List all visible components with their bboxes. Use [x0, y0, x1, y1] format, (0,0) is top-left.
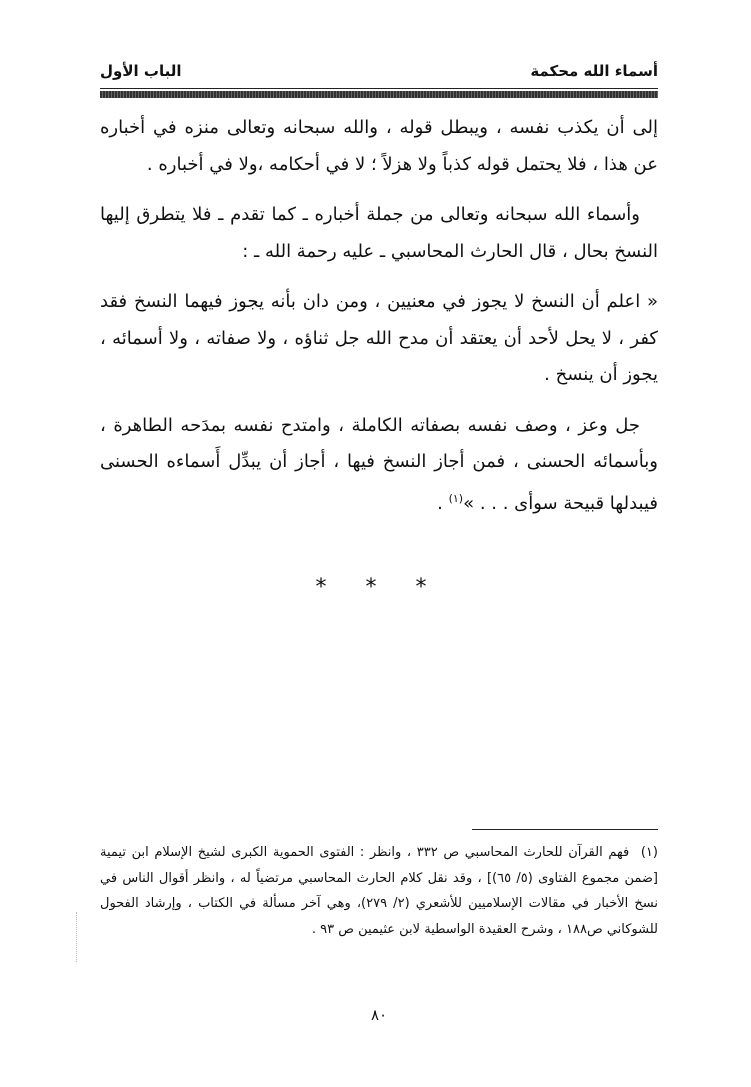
footnote — [100, 840, 658, 942]
paragraph-1: إلى أن يكذب نفسه ، ويبطل قوله ، والله سبحانه وتعالى منزه في أخباره عن هذا ، فلا يحتمل قوله كذباً ولا هزلاً ؛ لا في أحكامه ،ولا في أخباره . — [100, 117, 658, 175]
page-number: ٨٠ — [370, 1006, 388, 1024]
footnote-reference[interactable]: (١) — [448, 491, 464, 505]
footnote-number: (١) — [640, 845, 658, 860]
chapter-title: الباب الأول — [100, 62, 182, 80]
book-title: أسماء الله محكمة — [530, 62, 658, 80]
paragraph-3-quote: « اعلم أن النسخ لا يجوز في معنيين ، ومن دان بأنه يجوز فيهما النسخ فقد كفر ، لا يحل لأحد أن يعتقد أن مدح الله جل ثناؤه ، ولا صفاته ، ولا أسمائه ، يجوز أن ينسخ . — [100, 291, 658, 385]
header-rule-thin — [100, 88, 658, 89]
main-text — [100, 110, 658, 536]
header-rule-thick — [100, 91, 658, 98]
running-header — [100, 58, 658, 86]
footnote-rule — [472, 829, 658, 830]
paragraph-4-quote: جل وعز ، وصف نفسه بصفاته الكاملة ، وامتدح نفسه بمدَحه الطاهرة ، وبأسمائه الحسنى ، فمن أجاز النسخ فيها ، أجاز أن يبدِّل أَسماءه الحسنى فيبدلها قبيحة سوأى . . . »$^{(١)}$ . — [100, 414, 658, 514]
footnote-text: فهم القرآن للحارث المحاسبي ص ٣٣٢ ، وانظر : الفتوى الحموية الكبرى لشيخ الإسلام ابن تيمية [ضمن مجموع الفتاوى (٥/ ٦٥)] ، وقد نقل كلام الحارث المحاسبي مرتضياً له ، وانظر أقوال الناس في نسخ الأخبار في مقالات الإسلاميين للأشعري (٢/ ٢٧٩)، وهي آخر مسألة في الكتاب ، وإرشاد الفحول للشوكاني ص١٨٨ ، وشرح العقيدة الواسطية لابن عثيمين ص ٩٣ . — [100, 845, 659, 937]
paragraph-2: وأسماء الله سبحانه وتعالى من جملة أخباره ـ كما تقدم ـ فلا يتطرق إليها النسخ بحال ، قال الحارث المحاسبي ـ عليه رحمة الله ـ : — [100, 204, 658, 262]
paragraph-4-text: جل وعز ، وصف نفسه بصفاته الكاملة ، وامتدح نفسه بمدَحه الطاهرة ، وبأسمائه الحسنى ، فمن أجاز النسخ فيها ، أجاز أن يبدِّل أَسماءه الحسنى فيبدلها قبيحة سوأى . . . » — [100, 414, 658, 514]
page-edge-mark — [76, 912, 78, 962]
section-separator: * * * — [315, 575, 443, 600]
